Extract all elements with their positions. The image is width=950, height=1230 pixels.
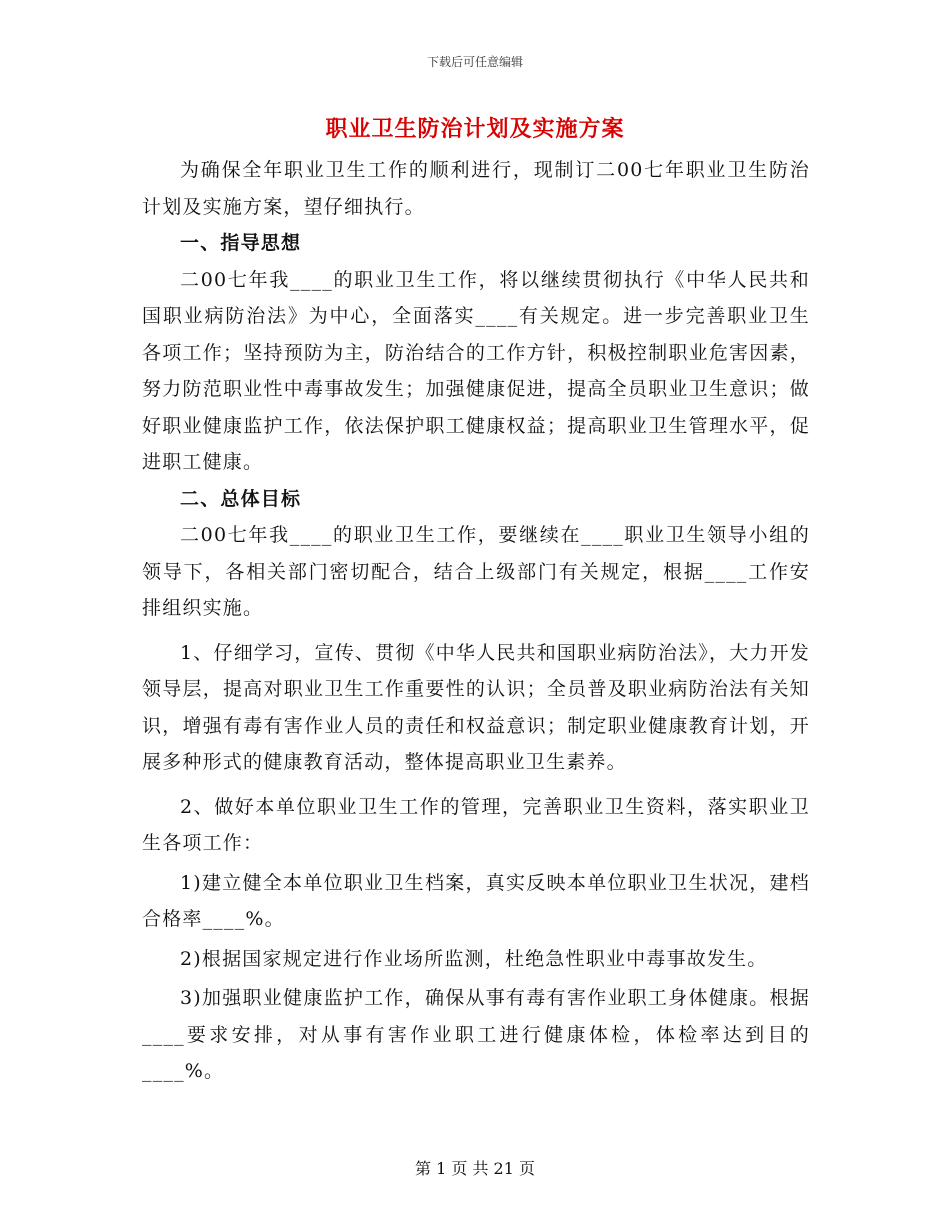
intro-paragraph: 为确保全年职业卫生工作的顺利进行，现制订二00七年职业卫生防治计划及实施方案，望仔细执行。 xyxy=(142,159,810,218)
page-footer: 第 1 页 共 21 页 xyxy=(415,1159,535,1178)
overall-goal-paragraph: 二00七年我____的职业卫生工作，要继续在____职业卫生领导小组的领导下，各相关部门密切配合，结合上级部门有关规定，根据____工作安排组织实施。 xyxy=(142,524,810,619)
subitem-1-paragraph: 1)建立健全本单位职业卫生档案，真实反映本单位职业卫生状况，建档合格率____%。 xyxy=(142,871,810,930)
guiding-thought-paragraph: 二00七年我____的职业卫生工作，将以继续贯彻执行《中华人民共和国职业病防治法》为中心，全面落实____有关规定。进一步完善职业卫生各项工作；坚持预防为主，防治结合的工作方针，积极控制职业危害因素，努力防范职业性中毒事故发生；加强健康促进，提高全员职业卫生意识；做好职业健康监护工作，依法保护职工健康权益；提高职业卫生管理水平，促进职工健康。 xyxy=(142,268,810,473)
section-heading-guiding-thought: 一、指导思想 xyxy=(180,232,302,254)
section-heading-overall-goal: 二、总体目标 xyxy=(180,487,302,510)
document-title: 职业卫生防治计划及实施方案 xyxy=(325,117,625,142)
subitem-3-paragraph: 3)加强职业健康监护工作，确保从事有毒有害作业职工身体健康。根据____要求安排，对从事有害作业职工进行健康体检，体检率达到目的____%。 xyxy=(142,987,810,1082)
item-2-paragraph: 2、做好本单位职业卫生工作的管理，完善职业卫生资料，落实职业卫生各项工作： xyxy=(142,795,810,854)
item-1-paragraph: 1、仔细学习，宣传、贯彻《中华人民共和国职业病防治法》，大力开发领导层，提高对职业卫生工作重要性的认识；全员普及职业病防治法有关知识，增强有毒有害作业人员的责任和权益意识；制定职业健康教育计划，开展多种形式的健康教育活动，整体提高职业卫生素养。 xyxy=(142,641,810,773)
subitem-2-paragraph: 2)根据国家规定进行作业场所监测，杜绝急性职业中毒事故发生。 xyxy=(180,947,768,970)
header-note: 下载后可任意编辑 xyxy=(426,55,523,69)
document-body xyxy=(142,152,810,1090)
